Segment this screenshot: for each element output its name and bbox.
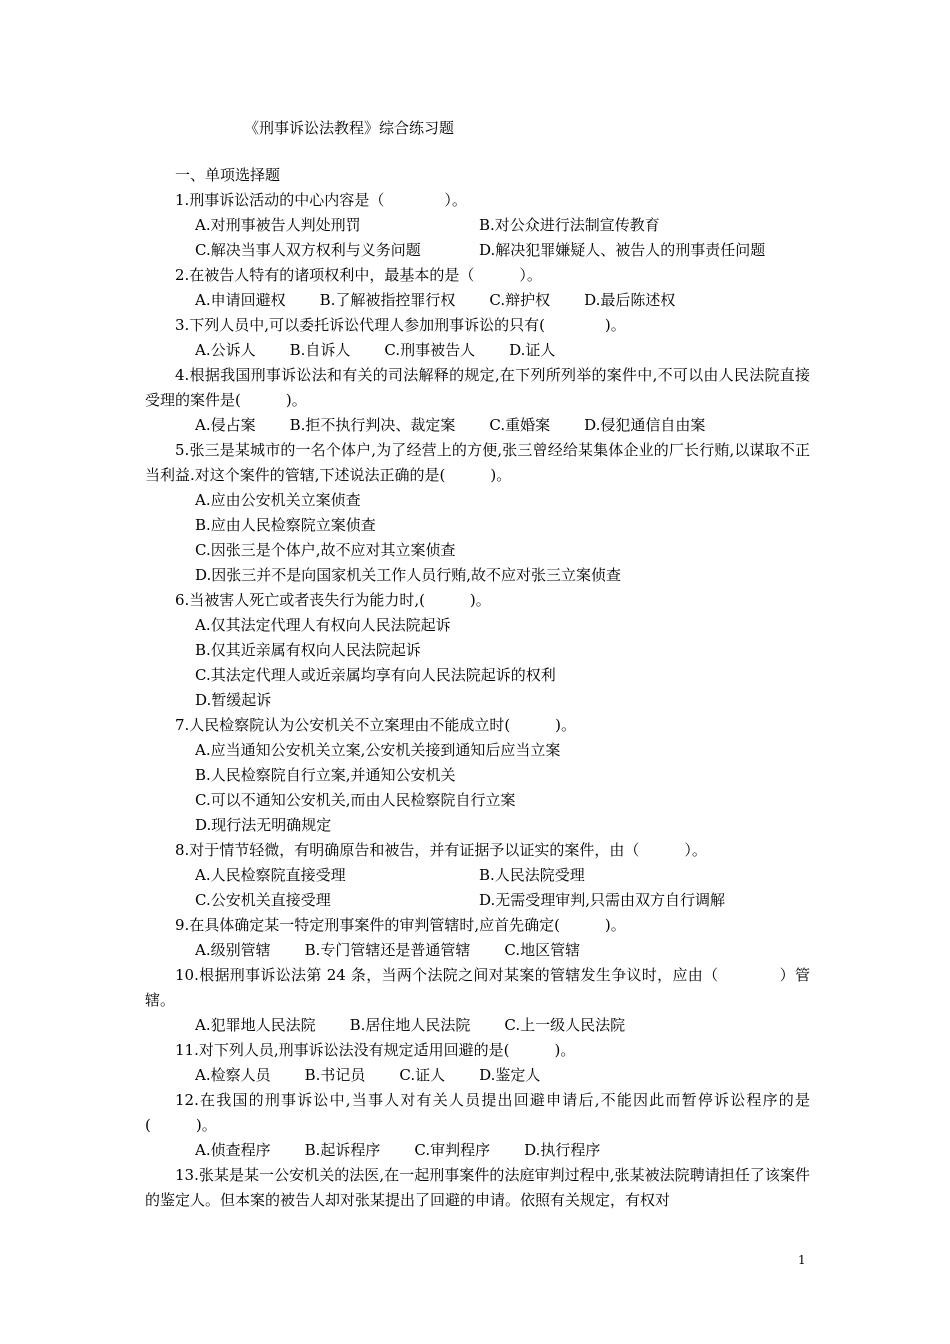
question-stem: 13.张某是某一公安机关的法医,在一起刑事案件的法庭审判过程中,张某被法院聘请担任了该案件的鉴定人。但本案的被告人却对张某提出了回避的申请。依照有关规定，有权对 xyxy=(145,1166,810,1209)
question-stem: 2.在被告人特有的诸项权利中，最基本的是（ ）。 xyxy=(175,266,542,284)
question-stem: 9.在具体确定某一特定刑事案件的审判管辖时,应首先确定( )。 xyxy=(175,916,626,934)
option-b: B.书记员 xyxy=(304,1066,366,1084)
option-b: B.起诉程序 xyxy=(304,1141,381,1159)
question-stem: 6.当被害人死亡或者丧失行为能力时,( )。 xyxy=(175,591,491,609)
option-a: A.级别管辖 xyxy=(195,941,271,959)
option-d: D.无需受理审判,只需由双方自行调解 xyxy=(479,891,726,909)
option-d: D.暂缓起诉 xyxy=(195,691,272,709)
option-d: D.鉴定人 xyxy=(479,1066,541,1084)
section-heading: 一、单项选择题 xyxy=(175,166,281,184)
question-stem: 8.对于情节轻微，有明确原告和被告，并有证据予以证实的案件，由（ ）。 xyxy=(175,841,707,859)
options-row xyxy=(145,288,810,313)
option-a: A.侵占案 xyxy=(195,416,256,434)
option-c: C.审判程序 xyxy=(414,1141,491,1159)
question-stem: 3.下列人员中,可以委托诉讼代理人参加刑事诉讼的只有( )。 xyxy=(175,316,626,334)
question-stem: 5.张三是某城市的一名个体户,为了经营上的方便,张三曾经给某集体企业的厂长行贿,以谋取不正当利益.对这个案件的管辖,下述说法正确的是( )。 xyxy=(145,441,810,484)
option-a: A.公诉人 xyxy=(195,341,256,359)
option-b: B.仅其近亲属有权向人民法院起诉 xyxy=(195,641,421,659)
option-a: A.侦查程序 xyxy=(195,1141,271,1159)
options-row xyxy=(145,1063,810,1088)
option-a: A.应当通知公安机关立案,公安机关接到通知后应当立案 xyxy=(195,741,561,759)
question-stem: 11.对下列人员,刑事诉讼法没有规定适用回避的是( )。 xyxy=(175,1041,576,1059)
option-b: B.专门管辖还是普通管辖 xyxy=(304,941,471,959)
option-b: B.了解被指控罪行权 xyxy=(319,291,456,309)
option-a: A.对刑事被告人判处刑罚 xyxy=(195,216,361,234)
option-c: C.重婚案 xyxy=(489,416,551,434)
options-row xyxy=(145,338,810,363)
option-a: A.申请回避权 xyxy=(195,291,286,309)
options-row xyxy=(145,238,810,263)
option-c: C.辩护权 xyxy=(489,291,551,309)
page-number: 1 xyxy=(798,1253,806,1267)
question-stem: 7.人民检察院认为公安机关不立案理由不能成立时( )。 xyxy=(175,716,577,734)
option-a: A.人民检察院直接受理 xyxy=(195,866,346,884)
options-row xyxy=(145,213,810,238)
option-d: D.执行程序 xyxy=(524,1141,601,1159)
question-stem: 10.根据刑事诉讼法第 24 条，当两个法院之间对某案的管辖发生争议时，应由（ ）管辖。 xyxy=(145,966,810,1009)
question-stem: 12.在我国的刑事诉讼中,当事人对有关人员提出回避申请后,不能因此而暂停诉讼程序的是( )。 xyxy=(145,1091,810,1134)
option-c: C.公安机关直接受理 xyxy=(195,891,331,909)
document-title: 《刑事诉讼法教程》综合练习题 xyxy=(244,119,455,137)
option-d: D.证人 xyxy=(509,341,556,359)
options-row xyxy=(145,1138,810,1163)
options-row xyxy=(145,863,810,888)
option-a: A.犯罪地人民法院 xyxy=(195,1016,316,1034)
option-c: C.可以不通知公安机关,而由人民检察院自行立案 xyxy=(195,791,516,809)
options-row xyxy=(145,1013,810,1038)
option-d: D.现行法无明确规定 xyxy=(195,816,332,834)
document-body xyxy=(145,163,810,1213)
option-a: A.检察人员 xyxy=(195,1066,271,1084)
options-row xyxy=(145,888,810,913)
options-row xyxy=(145,938,810,963)
option-a: A.应由公安机关立案侦查 xyxy=(195,491,361,509)
option-c: C.证人 xyxy=(399,1066,446,1084)
option-d: D.最后陈述权 xyxy=(584,291,676,309)
option-c: C.其法定代理人或近亲属均享有向人民法院起诉的权利 xyxy=(195,666,556,684)
option-c: C.解决当事人双方权利与义务问题 xyxy=(195,241,421,259)
option-b: B.对公众进行法制宣传教育 xyxy=(479,216,660,234)
option-a: A.仅其法定代理人有权向人民法院起诉 xyxy=(195,616,451,634)
option-d: D.侵犯通信自由案 xyxy=(584,416,706,434)
option-c: C.地区管辖 xyxy=(504,941,581,959)
option-c: C.刑事被告人 xyxy=(384,341,476,359)
option-b: B.拒不执行判决、裁定案 xyxy=(289,416,456,434)
option-b: B.应由人民检察院立案侦查 xyxy=(195,516,376,534)
option-b: B.人民法院受理 xyxy=(479,866,585,884)
option-c: C.上一级人民法院 xyxy=(504,1016,626,1034)
question-stem: 1.刑事诉讼活动的中心内容是（ ）。 xyxy=(175,191,467,209)
options-row xyxy=(145,413,810,438)
option-b: B.自诉人 xyxy=(289,341,351,359)
question-stem: 4.根据我国刑事诉讼法和有关的司法解释的规定,在下列所列举的案件中,不可以由人民法院直接受理的案件是( )。 xyxy=(145,366,810,409)
option-b: B.人民检察院自行立案,并通知公安机关 xyxy=(195,766,456,784)
option-d: D.因张三并不是向国家机关工作人员行贿,故不应对张三立案侦查 xyxy=(195,566,622,584)
option-b: B.居住地人民法院 xyxy=(349,1016,471,1034)
option-d: D.解决犯罪嫌疑人、被告人的刑事责任问题 xyxy=(479,241,766,259)
option-c: C.因张三是个体户,故不应对其立案侦查 xyxy=(195,541,456,559)
